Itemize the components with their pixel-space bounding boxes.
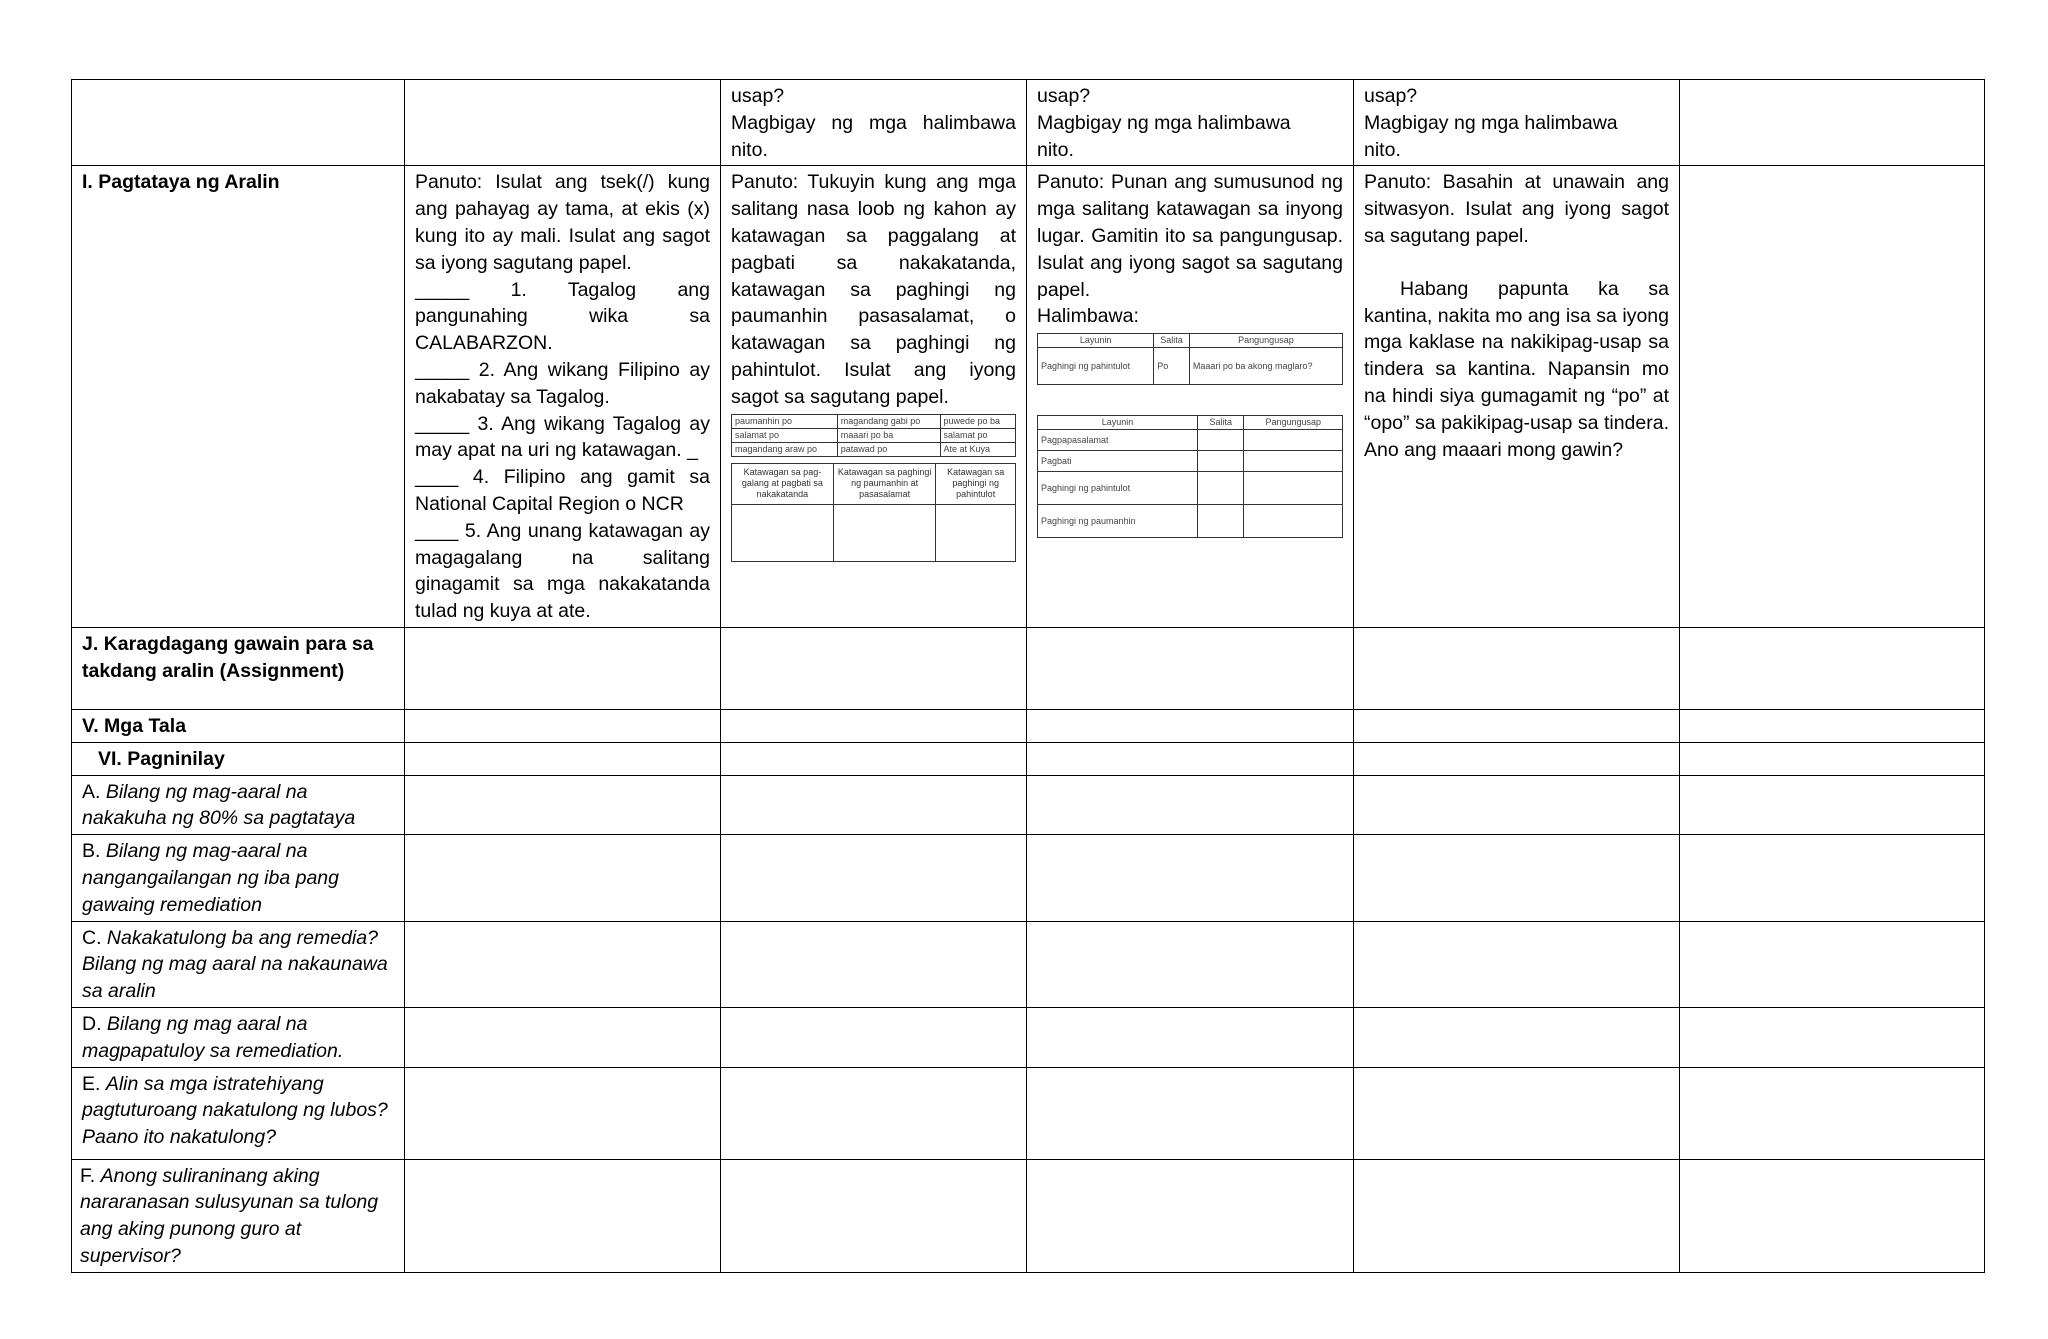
- cell: [405, 80, 721, 166]
- answer-table: [731, 463, 1016, 562]
- word: magandang gabi po: [837, 414, 940, 428]
- cell: [1027, 775, 1354, 835]
- fill-row-label: Pagbati: [1038, 451, 1198, 472]
- row-label-text: Bilang ng mag aaral na magpapatuloy sa remediation.: [82, 1012, 344, 1062]
- example-cell: Maaari po ba akong maglaro?: [1189, 348, 1342, 385]
- cell: [405, 627, 721, 709]
- instructions: Panuto: Isulat ang tsek(/) kung ang pahayag ay tama, at ekis (x) kung ito ay mali. Isulat ang sagot sa iyong sagutang papel.: [415, 171, 710, 274]
- fill-row-label: Paghingi ng pahintulot: [1038, 472, 1198, 505]
- row-label: I. Pagtataya ng Aralin: [72, 166, 405, 628]
- cell: [1027, 80, 1354, 166]
- col-header: Pangungusap: [1244, 416, 1343, 430]
- row-label: [72, 1067, 405, 1159]
- row-label: VI. Pagninilay: [72, 742, 405, 775]
- cell: [1680, 166, 1985, 628]
- quiz-item: ____ 4. Filipino ang gamit sa National Capital Region o NCR: [415, 466, 710, 515]
- cell-text: nito.: [1364, 138, 1401, 161]
- row-prefix: A.: [82, 780, 106, 803]
- cell: [72, 80, 405, 166]
- cell: [721, 166, 1027, 628]
- cell-text: nito.: [1037, 138, 1074, 161]
- cell: [1680, 835, 1985, 921]
- fill-row-label: Pagpapasalamat: [1038, 430, 1198, 451]
- word: magandang araw po: [732, 442, 838, 456]
- instructions: Panuto: Punan ang sumusunod ng mga salitang katawagan sa inyong lugar. Gamitin ito sa pangungusap. Isulat ang iyong sagot sa sagutang papel.: [1037, 171, 1343, 301]
- word: maaari po ba: [837, 428, 940, 442]
- pagninilay-row: [72, 742, 1985, 775]
- cell: [1680, 921, 1985, 1007]
- word: paumanhin po: [732, 414, 838, 428]
- cell: [1354, 627, 1680, 709]
- row-label-text: Bilang ng mag-aaral na nangangailangan ng iba pang gawaing remediation: [82, 840, 339, 916]
- cell: [1354, 80, 1680, 166]
- cell: [1027, 921, 1354, 1007]
- lesson-plan-table: [71, 79, 1985, 1273]
- row-label-text: Anong suliraninang aking nararanasan sulusyunan sa tulong ang aking punong guro at supervisor?: [80, 1164, 379, 1267]
- cell: [1680, 80, 1985, 166]
- word: Ate at Kuya: [940, 442, 1015, 456]
- row-prefix: J.: [82, 632, 104, 655]
- row-label-text: Alin sa mga istratehiyang pagtuturoang nakatulong ng lubos?Paano ito nakatulong?: [82, 1072, 388, 1149]
- fill-row-label: Paghingi ng paumanhin: [1038, 505, 1198, 538]
- cell-text: Magbigay ng mga halimbawa: [1364, 111, 1618, 134]
- cell: [721, 80, 1027, 166]
- cell: [1680, 709, 1985, 742]
- cell: [721, 835, 1027, 921]
- quiz-item: _____ 3. Ang wikang Tagalog ay may apat na uri ng katawagan. _: [415, 412, 710, 462]
- col-header: Layunin: [1038, 416, 1198, 430]
- fill-cell: [1197, 505, 1243, 538]
- cell: [1354, 921, 1680, 1007]
- cell: [1354, 166, 1680, 628]
- cell: [1027, 1159, 1354, 1272]
- col-header: Salita: [1154, 334, 1190, 348]
- fill-cell: [1197, 451, 1243, 472]
- col-header: Salita: [1197, 416, 1243, 430]
- assignment-row: [72, 627, 1985, 709]
- word: salamat po: [940, 428, 1015, 442]
- cell: [405, 921, 721, 1007]
- fill-cell: [1197, 472, 1243, 505]
- cell: [721, 742, 1027, 775]
- cell: [1027, 742, 1354, 775]
- cell-text: usap?: [731, 85, 785, 107]
- cell-text: Magbigay ng mga halimbawa: [1037, 111, 1291, 134]
- row-label: [72, 627, 405, 709]
- cell: [721, 1007, 1027, 1067]
- cell: [405, 775, 721, 835]
- answer-cell: [936, 504, 1016, 561]
- cell: [1354, 835, 1680, 921]
- cell: [405, 1159, 721, 1272]
- cell: [1354, 775, 1680, 835]
- row-label-text: Karagdagang gawain para sa takdang aralin (Assignment): [82, 632, 374, 682]
- reflection-row-a: [72, 775, 1985, 835]
- word-box: [731, 414, 1016, 457]
- cell: [721, 775, 1027, 835]
- cell: [1680, 1067, 1985, 1159]
- row-prefix: C.: [82, 926, 107, 949]
- cell: [721, 1067, 1027, 1159]
- row-prefix: F.: [80, 1164, 101, 1187]
- word: salamat po: [732, 428, 838, 442]
- cell: [405, 709, 721, 742]
- col-header: Layunin: [1038, 334, 1154, 348]
- quiz-item: _____ 1. Tagalog ang pangunahing wika sa CALABARZON.: [415, 278, 710, 355]
- cell: [1027, 166, 1354, 628]
- cell: [721, 921, 1027, 1007]
- cell: [1027, 709, 1354, 742]
- row-label-text: Bilang ng mag-aaral na nakakuha ng 80% sa pagtataya: [82, 780, 356, 830]
- cell: [1354, 709, 1680, 742]
- example-table: [1037, 333, 1343, 385]
- answer-cell: [732, 504, 834, 561]
- row-label: V. Mga Tala: [72, 709, 405, 742]
- cell: [1027, 1007, 1354, 1067]
- mga-tala-row: [72, 709, 1985, 742]
- cell: [1354, 1159, 1680, 1272]
- cell: [405, 166, 721, 628]
- word: puwede po ba: [940, 414, 1015, 428]
- row-prefix: B.: [82, 840, 106, 863]
- cell: [1680, 1007, 1985, 1067]
- example-label: Halimbawa:: [1037, 305, 1139, 328]
- quiz-item: _____ 2. Ang wikang Filipino ay nakabatay sa Tagalog.: [415, 358, 710, 408]
- row-label: [72, 1159, 405, 1272]
- cell: [1680, 775, 1985, 835]
- cell: [1027, 1067, 1354, 1159]
- row-label: [72, 835, 405, 921]
- reflection-row-d: [72, 1007, 1985, 1067]
- cell-text: usap?: [1364, 85, 1418, 107]
- row-label: [72, 921, 405, 1007]
- cell: [1354, 1007, 1680, 1067]
- cell-text: Magbigay ng mga halimbawa nito.: [731, 111, 1016, 161]
- cell: [405, 1007, 721, 1067]
- row-prefix: E.: [82, 1072, 106, 1095]
- cell: [721, 1159, 1027, 1272]
- cell: [1680, 627, 1985, 709]
- cell: [1027, 627, 1354, 709]
- continuation-row: [72, 80, 1985, 166]
- cell: [405, 742, 721, 775]
- pagtataya-row: [72, 166, 1985, 628]
- answer-header: Katawagan sa pag-galang at pagbati sa nakakatanda: [732, 463, 834, 504]
- example-cell: Paghingi ng pahintulot: [1038, 348, 1154, 385]
- quiz-item: ____ 5. Ang unang katawagan ay magagalang na salitang ginagamit sa mga nakakatanda tulad ng kuya at ate.: [415, 519, 710, 623]
- answer-header: Katawagan sa paghingi ng pahintulot: [936, 463, 1016, 504]
- example-cell: Po: [1154, 348, 1190, 385]
- fill-cell: [1197, 430, 1243, 451]
- fill-cell: [1244, 451, 1343, 472]
- fill-cell: [1244, 505, 1343, 538]
- spacer: [1364, 250, 1669, 276]
- row-prefix: D.: [82, 1012, 107, 1035]
- cell: [721, 627, 1027, 709]
- fill-table: [1037, 415, 1343, 538]
- cell: [1354, 1067, 1680, 1159]
- reflection-row-e: [72, 1067, 1985, 1159]
- cell: [1027, 835, 1354, 921]
- word: patawad po: [837, 442, 940, 456]
- row-label: [72, 1007, 405, 1067]
- fill-cell: [1244, 430, 1343, 451]
- cell: [1354, 742, 1680, 775]
- reflection-row-b: [72, 835, 1985, 921]
- fill-cell: [1244, 472, 1343, 505]
- cell: [1680, 1159, 1985, 1272]
- cell: [721, 709, 1027, 742]
- row-label-text: Nakakatulong ba ang remedia? Bilang ng mag aaral na nakaunawa sa aralin: [82, 926, 388, 1003]
- cell: [1680, 742, 1985, 775]
- cell: [405, 835, 721, 921]
- reflection-row-f: [72, 1159, 1985, 1272]
- reflection-row-c: [72, 921, 1985, 1007]
- scenario-text: Habang papunta ka sa kantina, nakita mo ang isa sa iyong mga kaklase na nakikipag-usap sa tindera sa kantina. Napansin mo na hindi siya gumagamit ng “po” at “opo” sa pakikipag-usap sa tindera. Ano ang maaari mong gawin?: [1364, 277, 1669, 461]
- answer-header: Katawagan sa paghingi ng paumanhin at pasasalamat: [833, 463, 936, 504]
- instructions: Panuto: Tukuyin kung ang mga salitang nasa loob ng kahon ay katawagan sa paggalang at pagbati sa nakakatanda, katawagan sa paghingi ng paumanhin pasasalamat, o katawagan sa paghingi ng pahintulot. Isulat ang iyong sagot sa sagutang papel.: [731, 171, 1016, 408]
- cell-text: usap?: [1037, 85, 1091, 107]
- row-label: [72, 775, 405, 835]
- instructions: Panuto: Basahin at unawain ang sitwasyon. Isulat ang iyong sagot sa sagutang papel.: [1364, 171, 1669, 247]
- answer-cell: [833, 504, 936, 561]
- col-header: Pangungusap: [1189, 334, 1342, 348]
- cell: [405, 1067, 721, 1159]
